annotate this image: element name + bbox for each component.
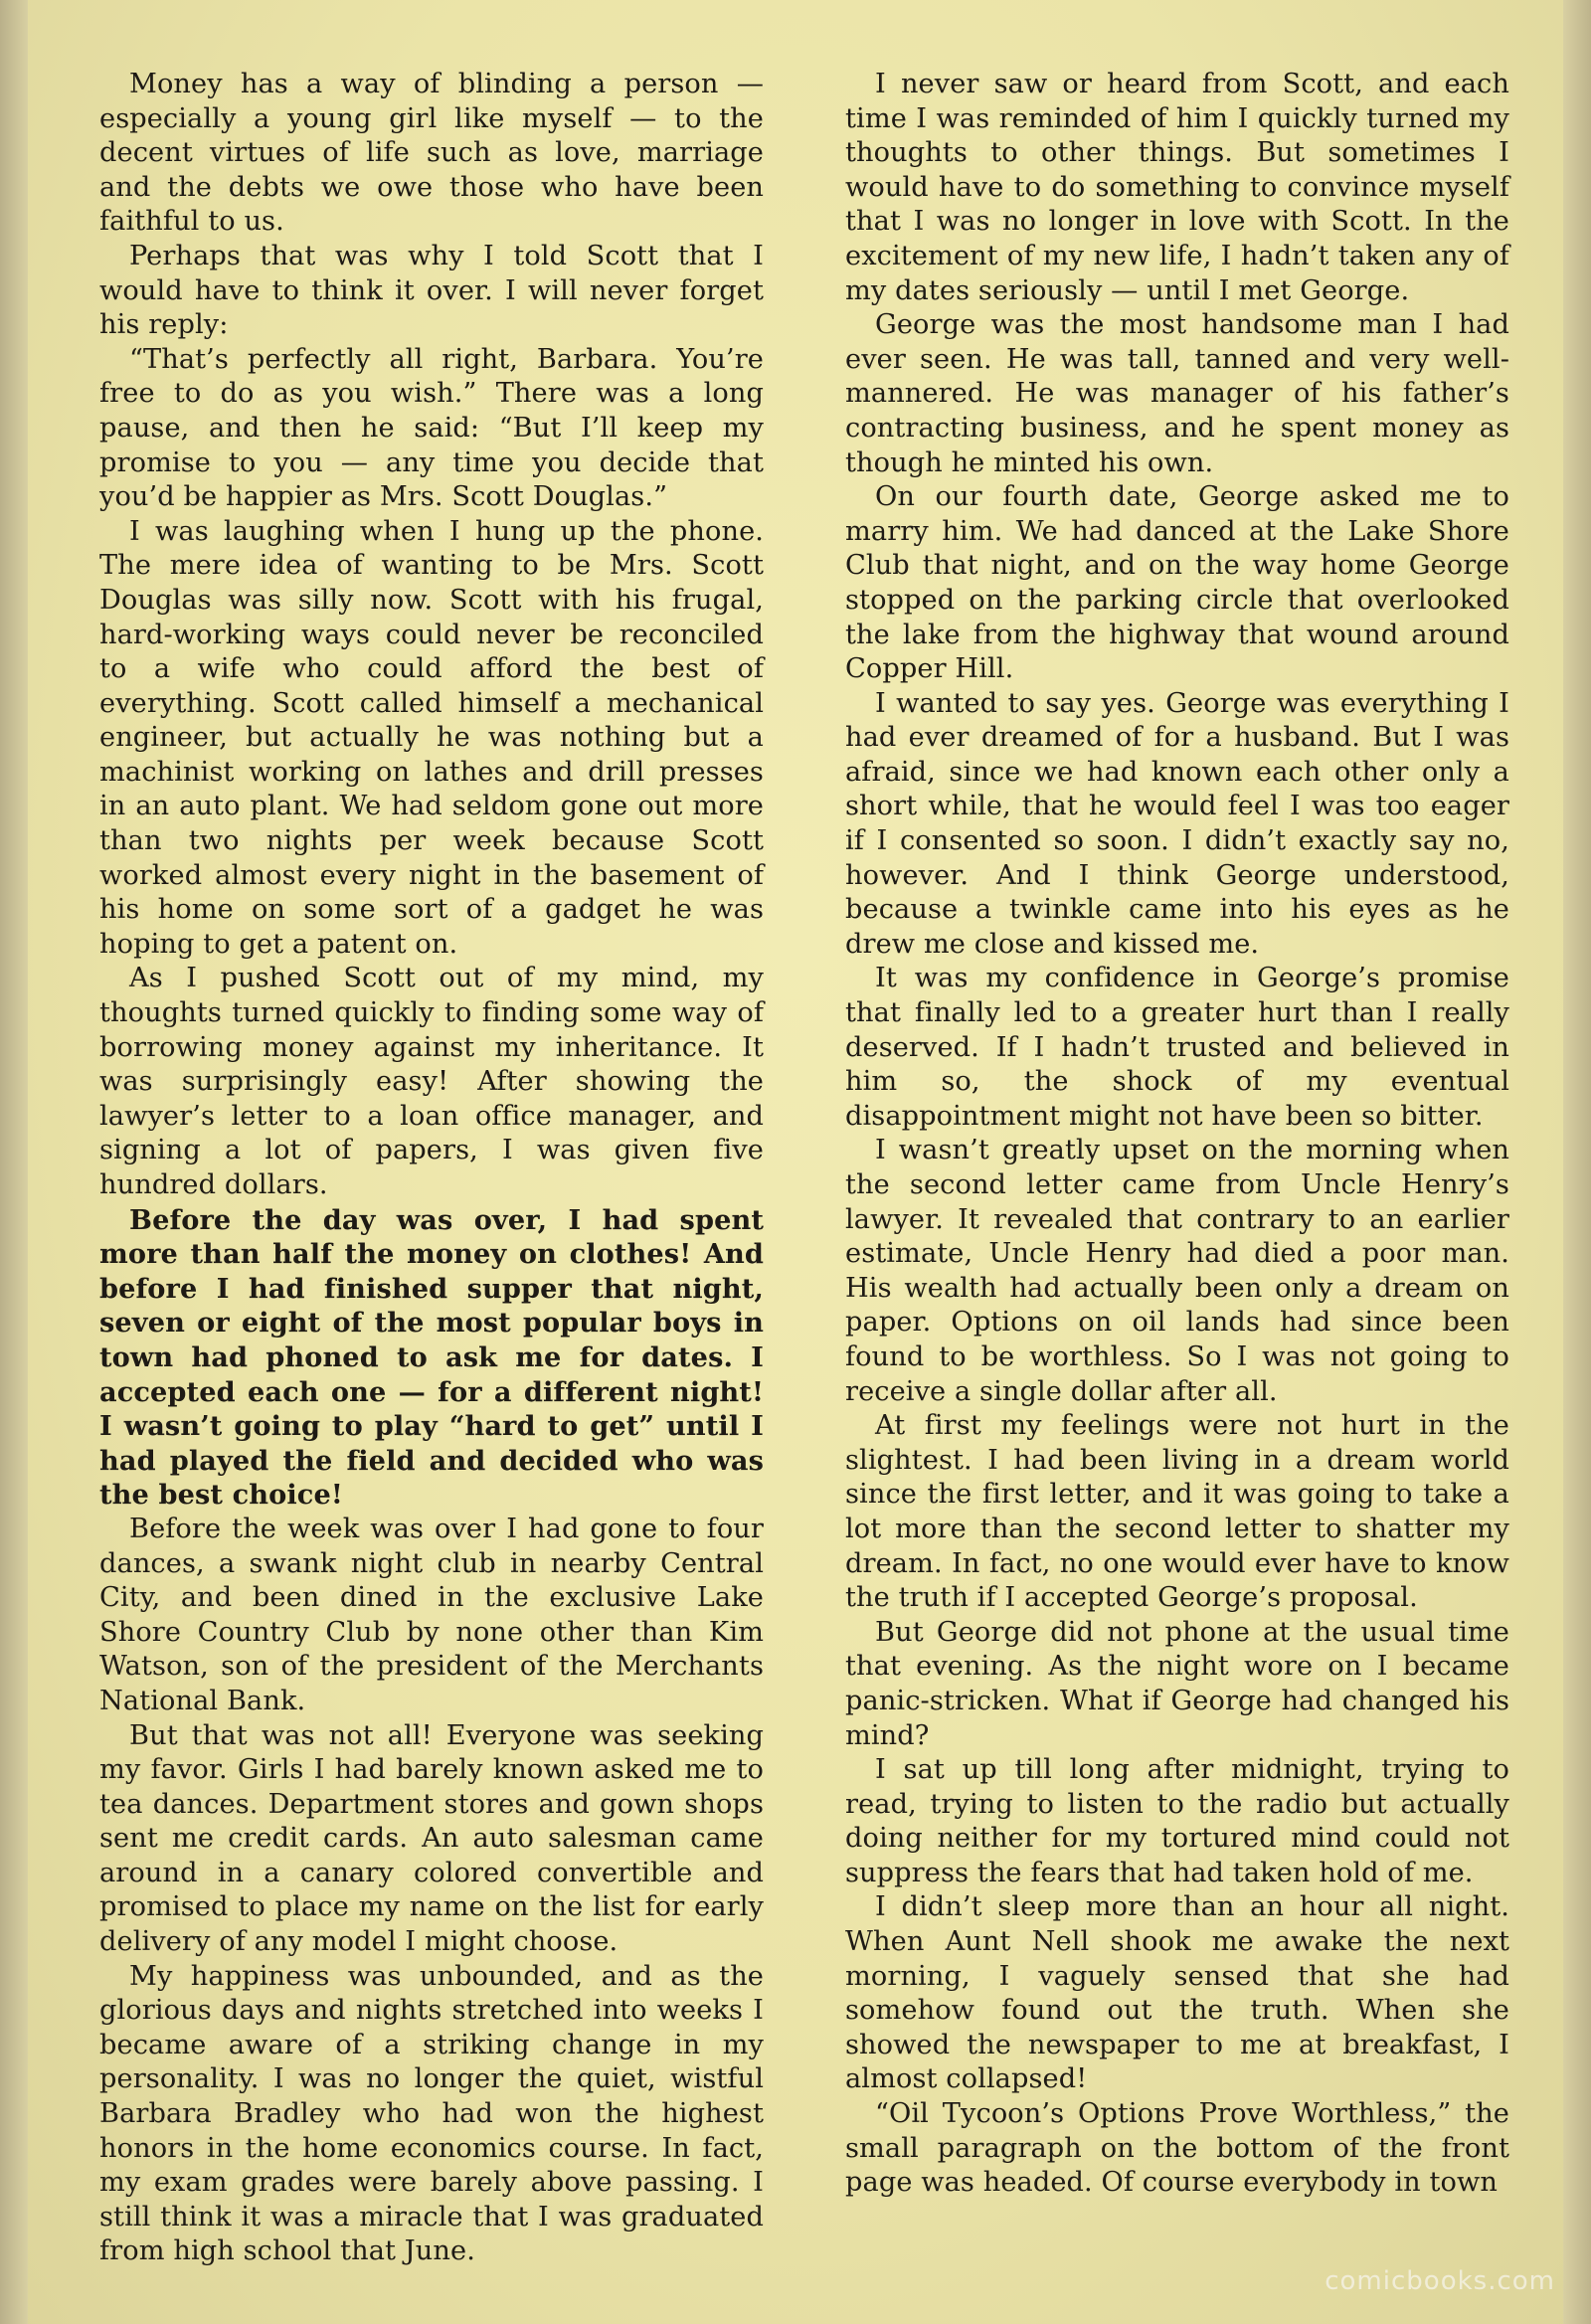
- paragraph: I never saw or heard from Scott, and each time I was reminded of him I quickly turned my thoughts to other things. But sometimes I would have to do something to convince myself that I was no longer in love with Scott. In the excitement of my new life, I hadn’t taken any of my dates seriously — until I met George.: [845, 69, 1509, 306]
- paragraph: It was my confidence in George’s promise that finally led to a greater hurt than I really deserved. If I hadn’t trusted and believed in him so, the shock of my eventual disappointment might not have been so bitter.: [845, 963, 1509, 1132]
- paragraph: As I pushed Scott out of my mind, my thoughts turned quickly to finding some way of borrowing money against my inheritance. It was surprisingly easy! After showing the lawyer’s letter to a loan office manager, and signing a lot of papers, I was given five hundred dollars.: [99, 963, 764, 1200]
- watermark: comicbooks.com: [1325, 2266, 1555, 2296]
- paragraph: I wanted to say yes. George was everything I had ever dreamed of for a husband. But I was afraid, since we had known each other only a short while, that he would feel I was too eager if I consented so soon. I didn’t exactly say no, however. And I think George understood, because a twinkle came into his eyes as he drew me close and kissed me.: [845, 687, 1509, 960]
- page-edge-left: [0, 0, 28, 2324]
- paragraph: My happiness was unbounded, and as the glorious days and nights stretched into weeks I became aware of a striking change in my personality. I was no longer the quiet, wistful Barbara Bradley who had won the highest honors in the home economics course. In fact, my exam grades were barely above passing. I still think it was a miracle that I was graduated from high school that June.: [99, 1960, 764, 2267]
- paragraph: George was the most handsome man I had ever seen. He was tall, tanned and very well-mannered. He was manager of his father’s contracting business, and he spent money as though he minted his own.: [845, 309, 1509, 478]
- paragraph: I was laughing when I hung up the phone. The mere idea of wanting to be Mrs. Scott Douglas was silly now. Scott with his frugal, hard-working ways could never be reconciled to a wife who could afford the best of everything. Scott called himself a mechanical engineer, but actually he was nothing but a machinist working on lathes and drill presses in an auto plant. We had seldom gone out more than two nights per week because Scott worked almost every night in the basement of his home on some sort of a gadget he was hoping to get a patent on.: [99, 515, 764, 960]
- right-text-column: [845, 68, 1509, 2201]
- paragraph: Perhaps that was why I told Scott that I would have to think it over. I will never forget his reply:: [99, 240, 764, 341]
- paragraph: I wasn’t greatly upset on the morning when the second letter came from Uncle Henry’s lawyer. It revealed that contrary to an earlier estimate, Uncle Henry had died a poor man. His wealth had actually been only a dream on paper. Options on oil lands had since been found to be worthless. So I was not going to receive a single dollar after all.: [845, 1135, 1509, 1407]
- left-text-column: [99, 68, 764, 2269]
- paragraph: I didn’t sleep more than an hour all night. When Aunt Nell shook me awake the next morning, I vaguely sensed that she had somehow found out the truth. When she showed the newspaper to me at breakfast, I almost collapsed!: [845, 1891, 1509, 2095]
- paragraph: “That’s perfectly all right, Barbara. You’re free to do as you wish.” There was a long pause, and then he said: “But I’ll keep my promise to you — any time you decide that you’d be happier as Mrs. Scott Douglas.”: [99, 343, 764, 513]
- paragraph: Money has a way of blinding a person — especially a young girl like myself — to the decent virtues of life such as love, marriage and the debts we owe those who have been faithful to us.: [99, 69, 764, 238]
- paragraph: But that was not all! Everyone was seeking my favor. Girls I had barely known asked me to tea dances. Department stores and gown shops sent me credit cards. An auto salesman came around in a canary colored convertible and promised to place my name on the list for early delivery of any model I might choose.: [99, 1719, 764, 1958]
- paragraph: But George did not phone at the usual time that evening. As the night wore on I became panic-stricken. What if George had changed his mind?: [845, 1616, 1509, 1751]
- paragraph: I sat up till long after midnight, trying to read, trying to listen to the radio but actually doing neither for my tortured mind could not suppress the fears that had taken hold of me.: [845, 1754, 1509, 1888]
- paragraph: Before the week was over I had gone to four dances, a swank night club in nearby Central City, and been dined in the exclusive Lake Shore Country Club by none other than Kim Watson, son of the president of the Merchants National Bank.: [99, 1513, 764, 1716]
- paragraph: On our fourth date, George asked me to marry him. We had danced at the Lake Shore Club that night, and on the way home George stopped on the parking circle that overlooked the lake from the highway that wound around Copper Hill.: [845, 481, 1509, 685]
- paragraph: Before the day was over, I had spent more than half the money on clothes! And before I had finished supper that night, seven or eight of the most popular boys in town had phoned to ask me for dates. I accepted each one — for a different night! I wasn’t going to play “hard to get” until I had played the field and decided who was the best choice!: [99, 1203, 764, 1512]
- page-edge-right: [1563, 0, 1591, 2324]
- paragraph: At first my feelings were not hurt in the slightest. I had been living in a dream world since the first letter, and it was going to take a lot more than the second letter to shatter my dream. In fact, no one would ever have to know the truth if I accepted George’s proposal.: [845, 1410, 1509, 1614]
- paragraph: “Oil Tycoon’s Options Prove Worthless,” the small paragraph on the bottom of the front page was headed. Of course everybody in town: [845, 2098, 1509, 2199]
